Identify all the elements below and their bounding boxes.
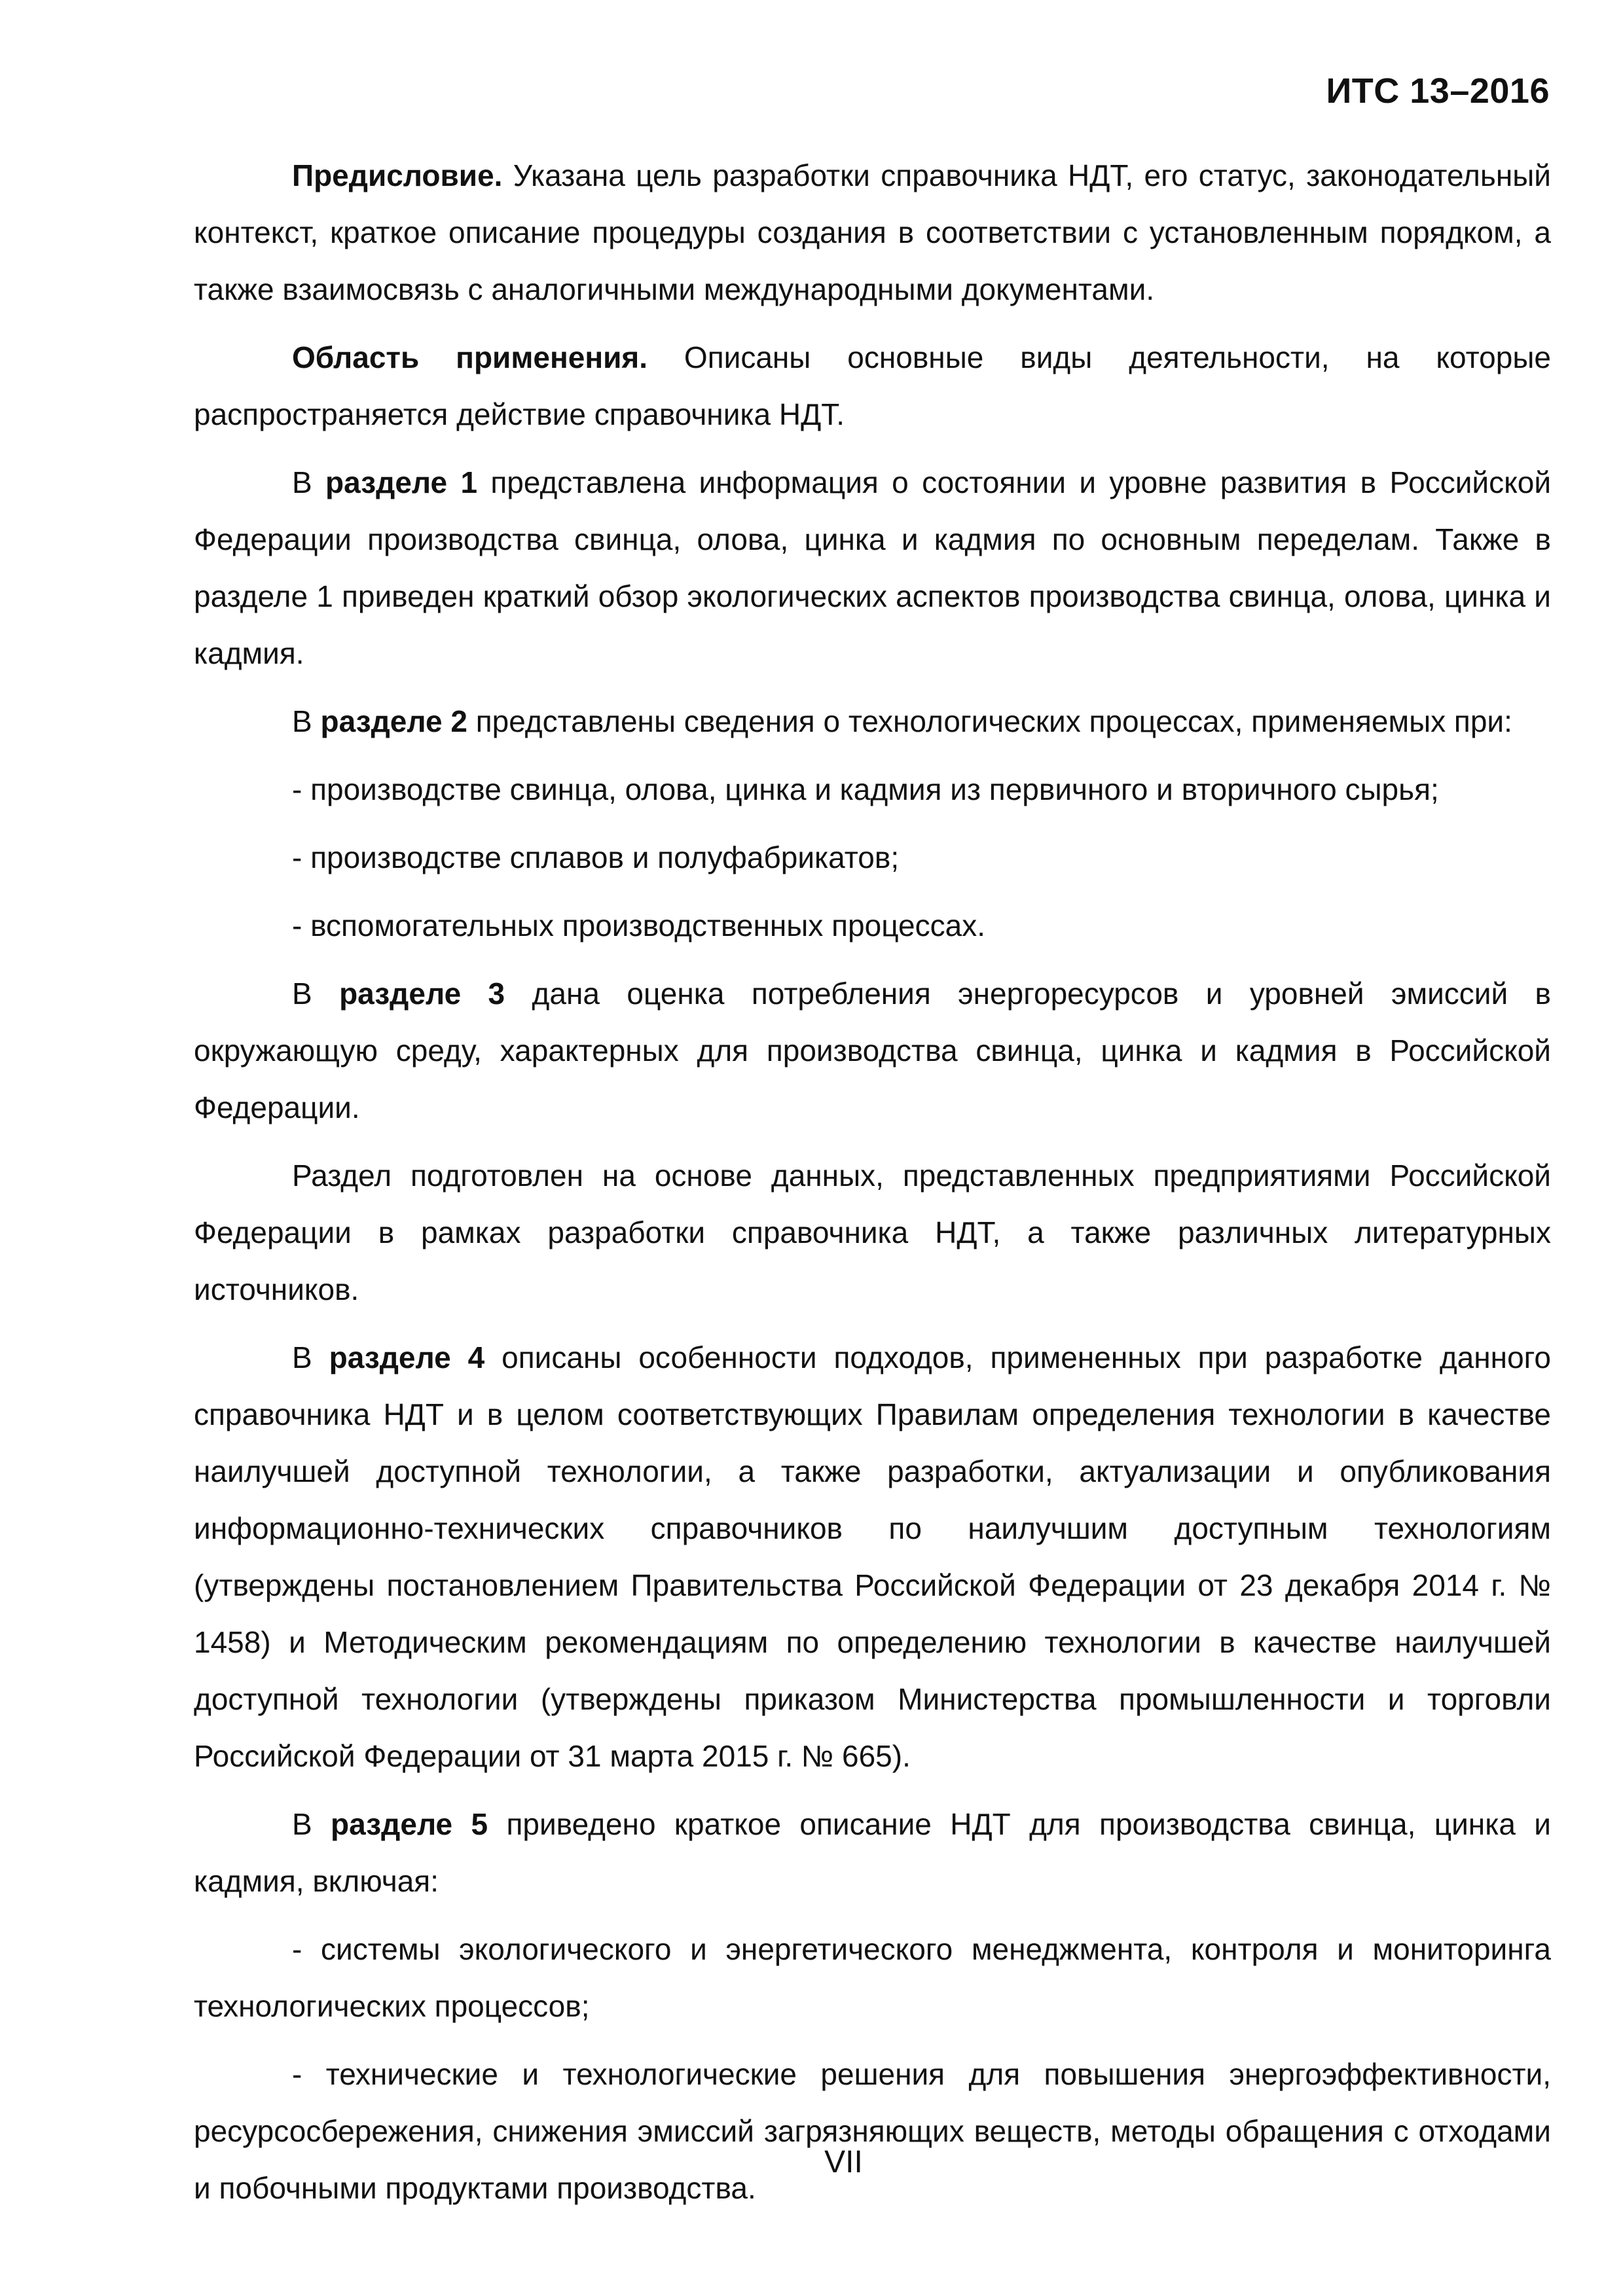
paragraph-prefix: В (292, 704, 321, 738)
paragraph-lead: Предисловие. (292, 158, 503, 192)
paragraph-text: представлены сведения о технологических процессах, применяемых при: (467, 704, 1512, 738)
paragraph-lead: разделе 1 (325, 465, 478, 499)
paragraph-prefix: В (292, 465, 326, 499)
document-code: ИТС 13–2016 (1326, 71, 1550, 111)
paragraph-prefix: В (292, 1807, 331, 1841)
paragraph-section-5 (194, 1796, 1551, 1910)
paragraph-lead: разделе 3 (339, 977, 505, 1011)
paragraph-lead: разделе 5 (331, 1807, 488, 1841)
page-number: VII (824, 2145, 863, 2179)
list-item: - системы экологического и энергетического менеджмента, контроля и мониторинга технологических процессов; (194, 1932, 1551, 2023)
paragraph-text: приведено краткое описание НДТ для производства свинца, цинка и кадмия, включая: (194, 1807, 1551, 1898)
paragraph-text: представлена информация о состоянии и уровне развития в Российской Федерации производства свинца, олова, цинка и кадмия по основным переделам. Также в разделе 1 приведен краткий обзор экологических аспектов производства свинца, олова, цинка и кадмия. (194, 465, 1552, 670)
paragraph-prefix: В (292, 977, 340, 1011)
list-item: - производстве сплавов и полуфабрикатов; (292, 840, 900, 874)
list-item: - производстве свинца, олова, цинка и кадмия из первичного и вторичного сырья; (292, 772, 1439, 806)
paragraph-text: дана оценка потребления энергоресурсов и уровней эмиссий в окружающую среду, характерных для производства свинца, цинка и кадмия в Российской Федерации. (194, 977, 1551, 1124)
paragraph-section-2 (194, 693, 1551, 750)
paragraph-text: Раздел подготовлен на основе данных, представленных предприятиями Российской Федерации в рамках разработки справочника НДТ, а также различных литературных источников. (194, 1158, 1551, 1306)
paragraph-scope (194, 329, 1551, 443)
paragraph-lead: разделе 2 (320, 704, 467, 738)
paragraph-lead: разделе 4 (329, 1340, 485, 1374)
list-item: - вспомогательных производственных процессах. (292, 908, 985, 942)
paragraph-section-3-sources (194, 1147, 1551, 1318)
document-body (194, 147, 1551, 2228)
paragraph-lead: Область применения. (292, 340, 647, 374)
paragraph-text: описаны особенности подходов, примененных при разработке данного справочника НДТ и в целом соответствующих Правилам определения технологии в качестве наилучшей доступной технологии, а также разработки, актуализации и опубликования информационно-технических справочников по наилучшим доступным технологиям (утверждены постановлением Правительства Российской Федерации от 23 декабря 2014 г. № 1458) и Методическим рекомендациям по определению технологии в качестве наилучшей доступной технологии (утверждены приказом Министерства промышленности и торговли Российской Федерации от 31 марта 2015 г. № 665). (194, 1340, 1552, 1773)
paragraph-text: Описаны основные виды деятельности, на которые распространяется действие справочника НДТ. (194, 340, 1551, 431)
paragraph-section-3 (194, 965, 1551, 1136)
paragraph-prefix: В (292, 1340, 329, 1374)
paragraph-section-1 (194, 454, 1551, 682)
paragraph-text: Указана цель разработки справочника НДТ, его статус, законодательный контекст, краткое описание процедуры создания в соответствии с установленным порядком, а также взаимосвязь с аналогичными международными документами. (194, 158, 1551, 306)
paragraph-section-4 (194, 1329, 1551, 1785)
paragraph-foreword (194, 147, 1551, 318)
list-item: - технические и технологические решения для повышения энергоэффективности, ресурсосбережения, снижения эмиссий загрязняющих веществ, методы обращения с отходами и побочными продуктами производства. (194, 2057, 1551, 2205)
